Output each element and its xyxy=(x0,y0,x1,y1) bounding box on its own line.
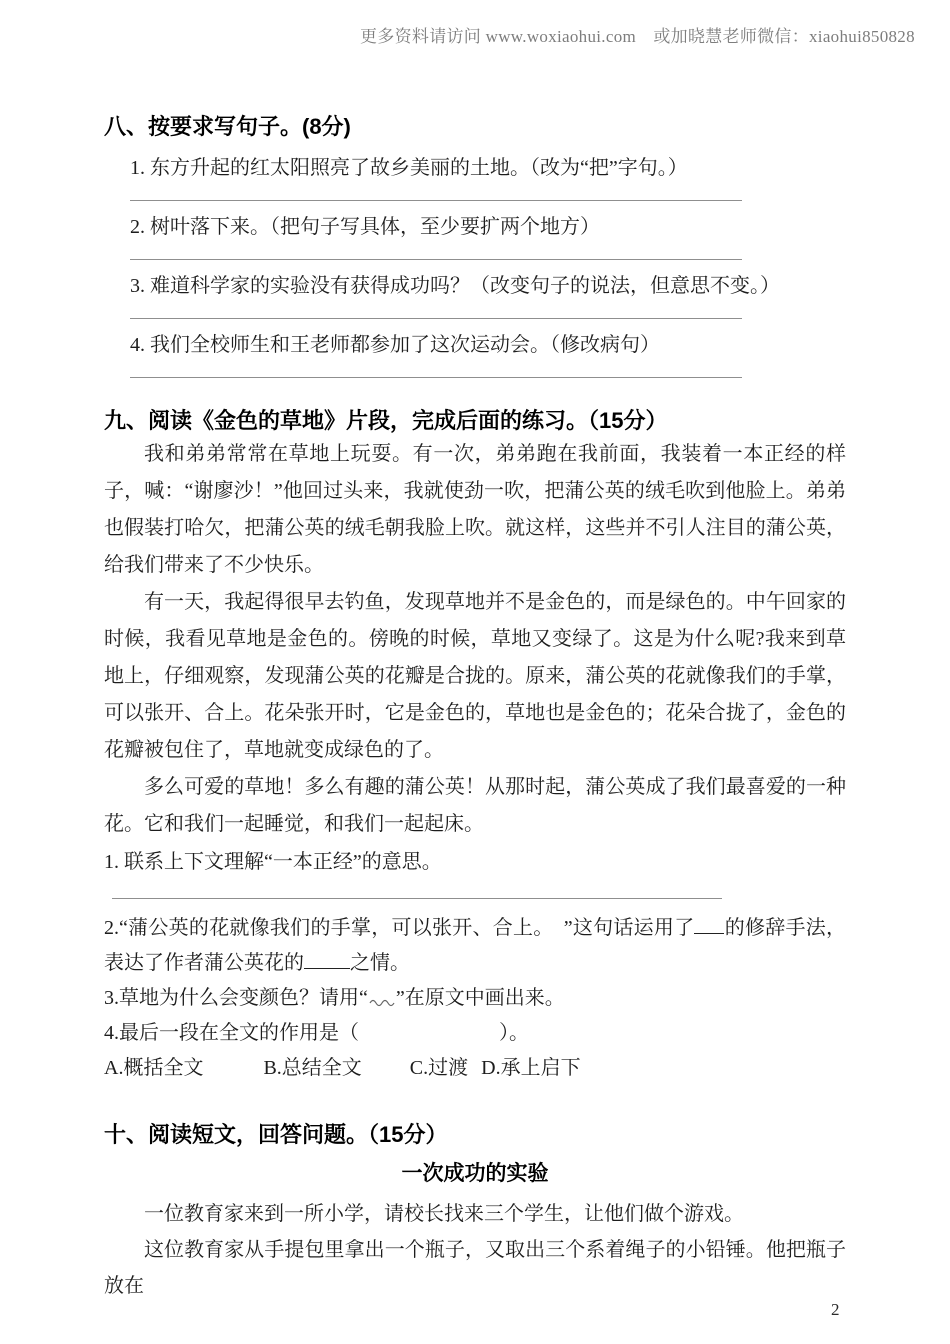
question-text-part: 2.“蒲公英的花就像我们的手掌，可以张开、合上。 ”这句话运用了 xyxy=(104,917,695,939)
answer-line xyxy=(130,305,742,319)
option-a: A.概括全文 xyxy=(104,1057,204,1079)
option-c: C.过渡 xyxy=(409,1057,469,1079)
blank-line xyxy=(304,951,350,969)
reading-passage xyxy=(104,436,846,843)
passage-paragraph: 我和弟弟常常在草地上玩耍。有一次，弟弟跑在我前面，我装着一本正经的样子，喊：“谢廖沙！”他回过头来，我就使劲一吹，把蒲公英的绒毛吹到他脸上。弟弟也假装打哈欠，把蒲公英的绒毛朝我脸上吹。就这样，这些并不引人注目的蒲公英，给我们带来了不少快乐。 xyxy=(104,443,846,576)
question-text: 1. 东方升起的红太阳照亮了故乡美丽的土地。（改为“把”字句。） xyxy=(130,157,688,179)
section-write-sentences xyxy=(104,112,846,378)
option-d: D.承上启下 xyxy=(481,1057,581,1079)
answer-line xyxy=(112,888,722,899)
question-block xyxy=(104,155,846,201)
choice-options xyxy=(104,1051,846,1086)
option-b: B.总结全文 xyxy=(263,1057,362,1079)
question-block xyxy=(104,332,846,378)
question-text xyxy=(104,911,846,981)
page-content xyxy=(104,112,846,1304)
passage-title: 一次成功的实验 xyxy=(401,1162,549,1185)
question-text: 2. 树叶落下来。（把句子写具体，至少要扩两个地方） xyxy=(130,216,600,238)
answer-line xyxy=(130,246,742,260)
passage-paragraph: 一位教育家来到一所小学，请校长找来三个学生，让他们做个游戏。 xyxy=(144,1203,744,1225)
blank-line xyxy=(694,916,724,934)
question-text: 4. 我们全校师生和王老师都参加了这次运动会。（修改病句） xyxy=(130,334,660,356)
answer-line xyxy=(130,187,742,201)
question-text: 3. 难道科学家的实验没有获得成功吗？（改变句子的说法，但意思不变。） xyxy=(130,275,780,297)
wavy-underline-icon xyxy=(368,995,396,1007)
section-10-title: 十、阅读短文，回答问题。（15分） xyxy=(104,1122,448,1147)
question-text xyxy=(104,981,846,1016)
answer-line xyxy=(130,364,742,378)
question-text-part: 的修辞手法，表达了作者蒲公英花的 xyxy=(104,917,846,974)
passage-paragraph: 这位教育家从手提包里拿出一个瓶子，又取出三个系着绳子的小铅锤。他把瓶子放在 xyxy=(104,1239,846,1297)
passage-paragraph: 多么可爱的草地！多么有趣的蒲公英！从那时起，蒲公英成了我们最喜爱的一种花。它和我们一起睡觉，和我们一起起床。 xyxy=(104,776,846,835)
question-text: 4.最后一段在全文的作用是（ ）。 xyxy=(104,1022,529,1044)
question-text-part: 之情。 xyxy=(350,952,410,974)
passage-paragraph: 有一天，我起得很早去钓鱼，发现草地并不是金色的，而是绿色的。中午回家的时候，我看见草地是金色的。傍晚的时候，草地又变绿了。这是为什么呢?我来到草地上，仔细观察，发现蒲公英的花瓣是合拢的。原来，蒲公英的花就像我们的手掌，可以张开、合上。花朵张开时，它是金色的，草地也是金色的；花朵合拢了，金色的花瓣被包住了，草地就变成绿色的了。 xyxy=(104,591,846,761)
question-block xyxy=(104,214,846,260)
section-reading-golden-grass xyxy=(104,406,846,1086)
section-8-title: 八、按要求写句子。(8分) xyxy=(104,114,351,139)
question-text-part: ”在原文中画出来。 xyxy=(395,987,565,1009)
question-text: 1. 联系上下文理解“一本正经”的意思。 xyxy=(104,851,442,873)
section-reading-experiment xyxy=(104,1120,846,1304)
section-9-title: 九、阅读《金色的草地》片段，完成后面的练习。（15分） xyxy=(104,408,668,433)
question-text-part: 3.草地为什么会变颜色？请用“ xyxy=(104,987,368,1009)
question-block xyxy=(104,273,846,319)
page-number: 2 xyxy=(831,1300,840,1319)
header-watermark: 更多资料请访问 www.woxiaohui.com 或加晓慧老师微信：xiaohui850828 xyxy=(360,27,915,46)
